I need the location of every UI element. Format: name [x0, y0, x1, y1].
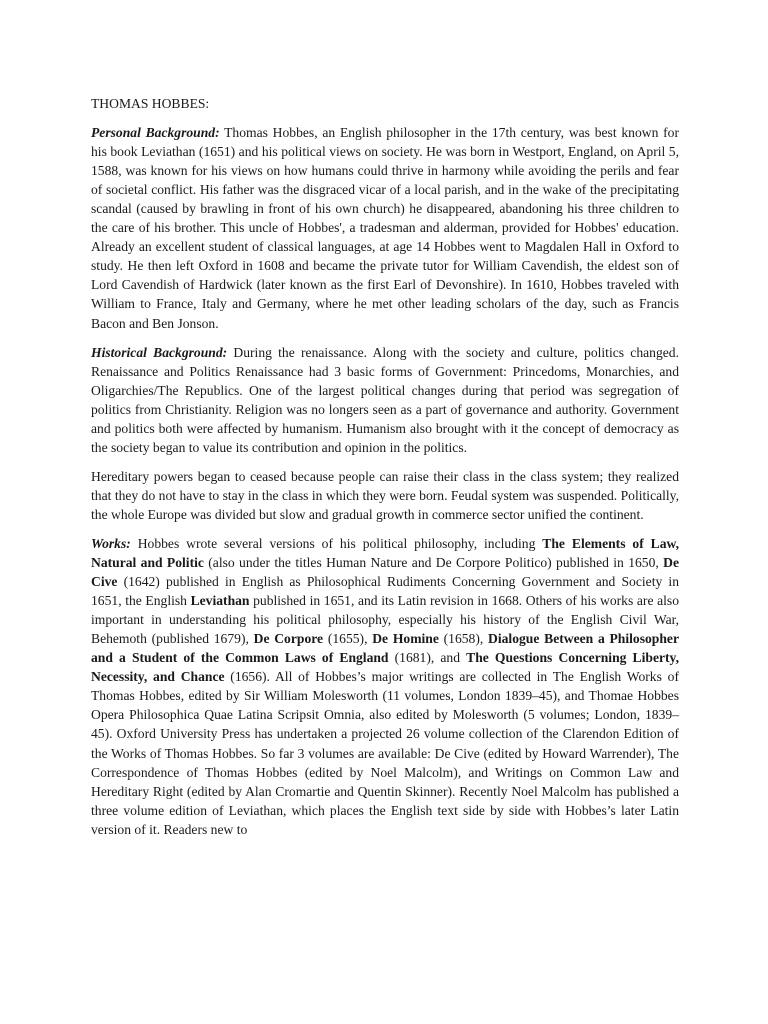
works-text-5: (1655), [323, 631, 373, 647]
personal-background-text: Thomas Hobbes, an English philosopher in the 17th century, was best known for his book Leviathan (1651) and his political views on society. He was born in Westport, England, on April 5, 1588, was known for his views on how humans could thrive in harmony while avoiding the perils and fear of societal conflict. His father was the disgraced vicar of a local parish, and in the wake of the precipitating scandal (caused by brawling in front of his own church) he disappeared, abandoning his three children to the care of his brother. This uncle of Hobbes', a tradesman and alderman, provided for Hobbes' education. Already an excellent student of classical languages, at age 14 Hobbes went to Magdalen Hall in Oxford to study. He then left Oxford in 1608 and became the private tutor for William Cavendish, the eldest son of Lord Cavendish of Hardwick (later known as the first Earl of Devonshire). In 1610, Hobbes traveled with William to France, Italy and Germany, where he met other leading scholars of the day, such as Francis Bacon and Ben Jonson. [91, 125, 679, 331]
historical-background-heading: Historical Background: [91, 344, 228, 360]
work-title-questions-liberty: The Questions Concerning Liberty, Necessity, and Chance [91, 650, 679, 685]
works-text-3: (1642) published in English as Philosophical Rudiments Concerning Government and Society in 1651, the English [91, 574, 679, 609]
personal-background-heading: Personal Background: [91, 125, 220, 141]
works-text-2: (also under the titles Human Nature and De Corpore Politico) published in 1650, [203, 555, 664, 571]
work-title-dialogue: Dialogue Between a Philosopher and a Student of the Common Laws of England [91, 631, 679, 666]
works-text-8: (1656). All of Hobbes’s major writings are collected in The English Works of Thomas Hobbes, edited by Sir William Molesworth (11 volumes, London 1839–45), and Thomae Hobbes Opera Philosophica Quae Latina Scripsit Omnia, also edited by Molesworth (5 volumes; London, 1839–45). Oxford University Press has undertaken a projected 26 volume collection of the Clarendon Edition of the Works of Thomas Hobbes. So far 3 volumes are available: De Cive (edited by Howard Warrender), The Correspondence of Thomas Hobbes (edited by Noel Malcolm), and Writings on Common Law and Hereditary Right (edited by Alan Cromartie and Quentin Skinner). Recently Noel Malcolm has published a three volume edition of Leviathan, which places the English text side by side with Hobbes’s later Latin version of it. Readers new to [91, 669, 679, 837]
personal-background-paragraph [91, 123, 679, 333]
document-title: THOMAS HOBBES: [91, 96, 210, 111]
works-heading: Works: [91, 535, 131, 551]
hereditary-paragraph: Hereditary powers began to ceased because people can raise their class in the class system; they realized that they do not have to stay in the class in which they were born. Feudal system was suspended. Politically, the whole Europe was divided but slow and gradual growth in commerce sector unified the continent. [91, 468, 679, 522]
work-title-de-homine: De Homine [372, 631, 439, 647]
work-title-elements-of-law: The Elements of Law, Natural and Politic [91, 535, 679, 571]
work-title-de-corpore: De Corpore [253, 631, 324, 647]
historical-background-paragraph [91, 343, 679, 457]
works-text-6: (1658), [438, 631, 489, 647]
historical-background-text: During the renaissance. Along with the society and culture, politics changed. Renaissance and Politics Renaissance had 3 basic forms of Government: Princedoms, Monarchies, and Oligarchies/The Republics. One of the largest political changes during that period was segregation of politics from Christianity. Religion was no longers seen as a part of governance and authority. Government and politics both were affected by humanism. Humanism also brought with it the concept of democracy as the society began to value its contribution and opinion in the politics. [91, 344, 679, 455]
works-paragraph [91, 534, 679, 839]
works-text-4: published in 1651, and its Latin revision in 1668. Others of his works are also important in understanding his political philosophy, especially his history of the English Civil War, Behemoth (published 1679), [91, 593, 679, 647]
work-title-de-cive: De Cive [91, 555, 679, 590]
work-title-leviathan: Leviathan [190, 593, 250, 609]
works-text-1: Hobbes wrote several versions of his political philosophy, including [130, 535, 543, 551]
works-text-7: (1681), and [388, 650, 467, 666]
